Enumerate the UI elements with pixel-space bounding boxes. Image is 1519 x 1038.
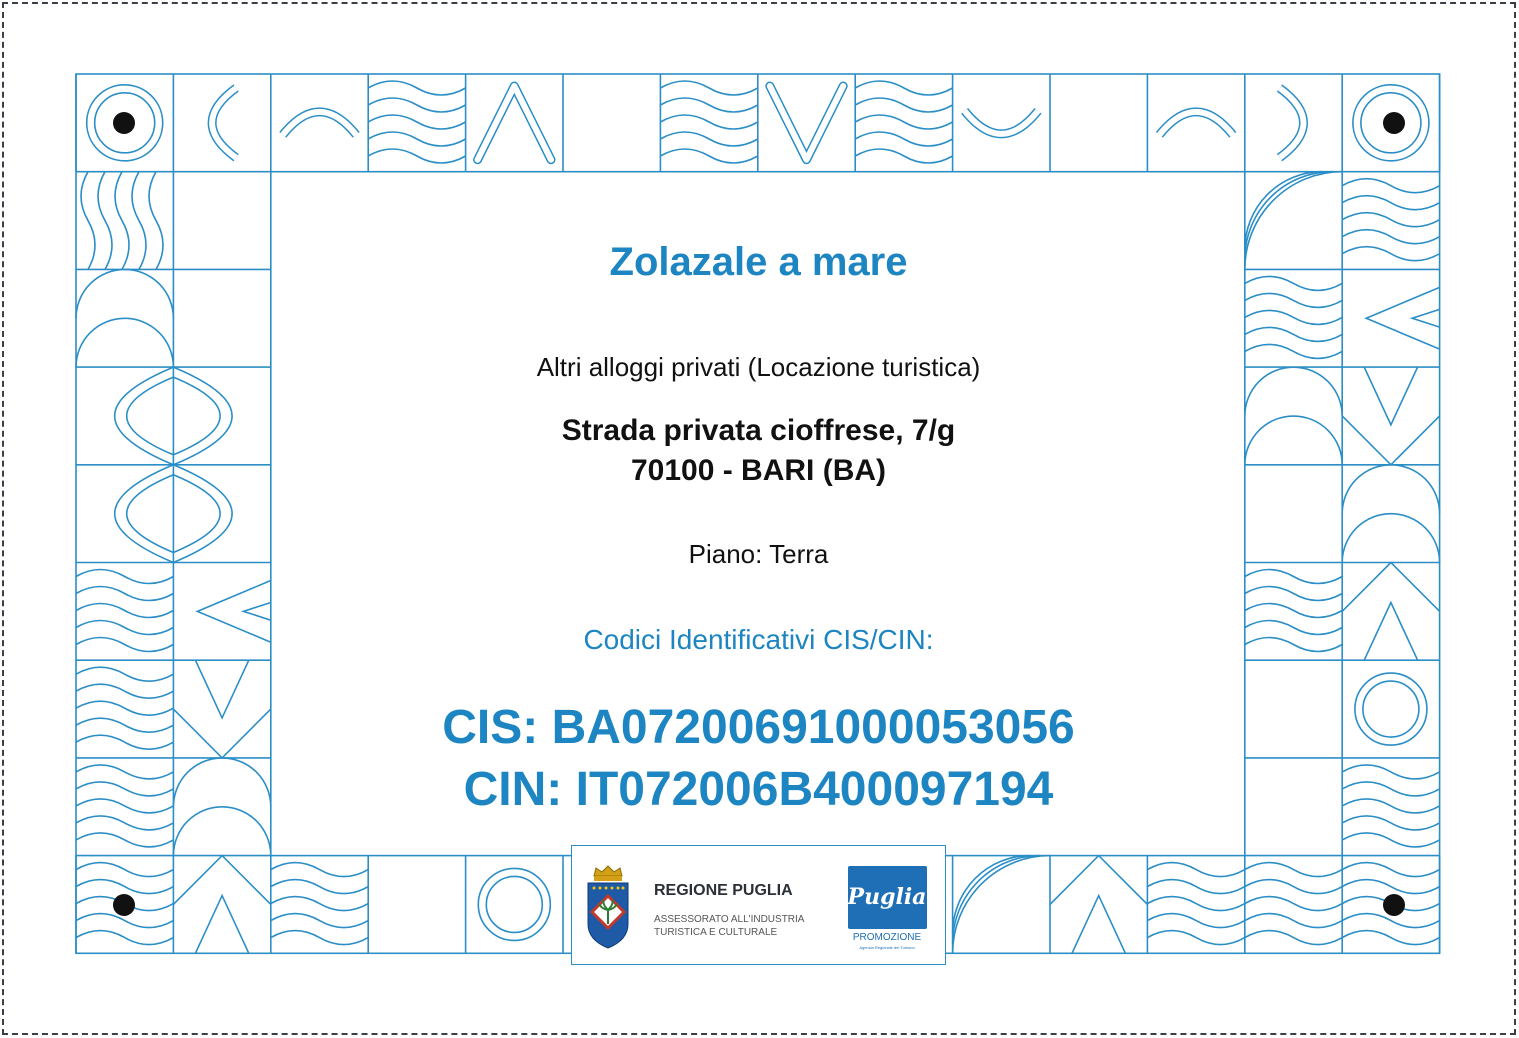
svg-text:Puglia: Puglia [847,884,927,910]
cin-code: CIN: IT072006B400097194 [463,763,1054,816]
region-name: REGIONE PUGLIA [654,882,793,899]
codes-label: Codici Identificativi CIS/CIN: [583,624,934,655]
property-title: Zolazale a mare [609,240,908,284]
assessorato-text: ASSESSORATO ALL'INDUSTRIA TURISTICA E CULTURALE [654,914,804,938]
promozione-label: PROMOZIONE [852,932,922,943]
cis-code: CIS: BA07200691000053056 [442,701,1075,754]
address-city: 70100 - BARI (BA) [630,454,887,487]
address-street: Strada privata cioffrese, 7/g [561,414,956,447]
logos-panel [571,845,946,965]
property-category: Altri alloggi privati (Locazione turistica) [536,352,981,382]
floor-info: Piano: Terra [688,539,829,569]
promozione-subtitle: Agenzia Regionale del Turismo [859,945,915,950]
